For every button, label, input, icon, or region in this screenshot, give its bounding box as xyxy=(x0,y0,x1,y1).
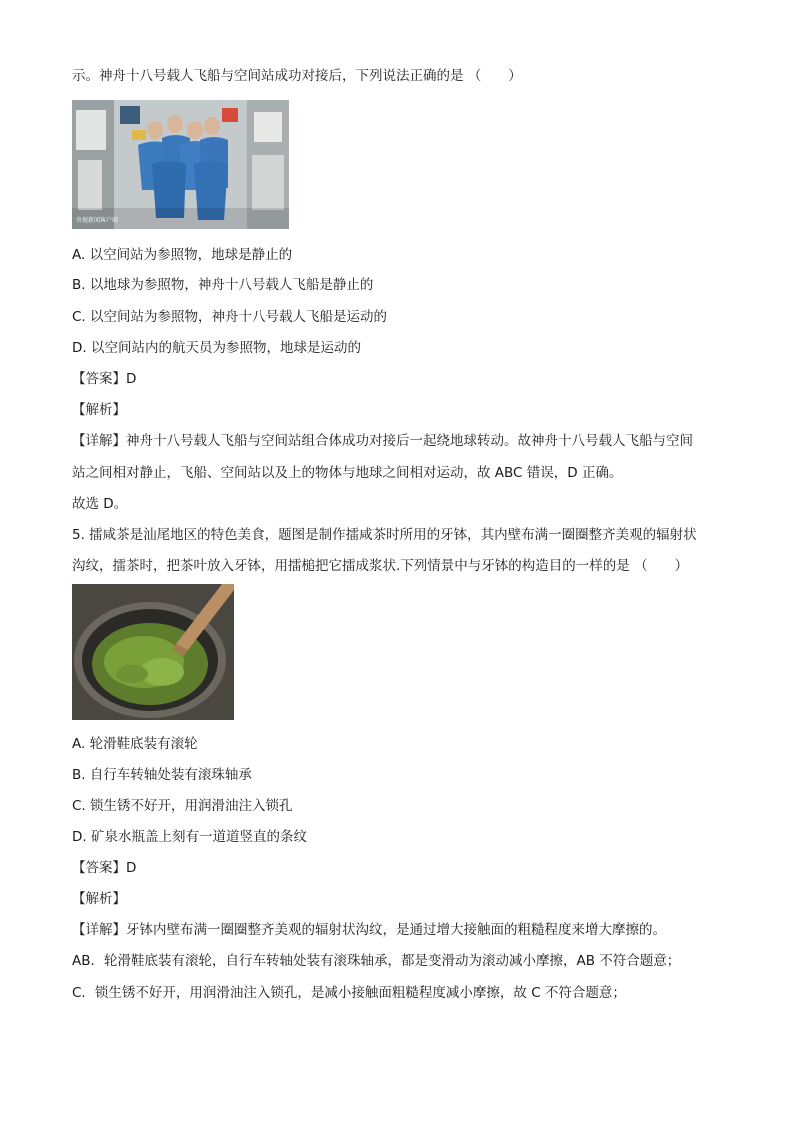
q5-detail-line-3: C．锁生锈不好开，用润滑油注入锁孔，是减小接触面粗糙程度减小摩擦，故 C 不符合题意； xyxy=(72,985,626,1001)
q5-analysis-heading: 【解析】 xyxy=(72,891,126,907)
astronauts-photo xyxy=(72,100,289,229)
q5-detail-line-2: AB．轮滑鞋底装有滚轮，自行车转轴处装有滚珠轴承，都是变滑动为滚动减小摩擦，AB 不符合题意； xyxy=(72,953,681,969)
question-4-stem: 示。神舟十八号载人飞船与空间站成功对接后，下列说法正确的是 （ ） xyxy=(72,68,522,84)
q5-option-d: D. 矿泉水瓶盖上刻有一道道竖直的条纹 xyxy=(72,829,307,845)
q4-option-a: A. 以空间站为参照物，地球是静止的 xyxy=(72,247,293,263)
q5-answer: 【答案】D xyxy=(72,860,137,876)
q4-analysis-heading: 【解析】 xyxy=(72,402,126,418)
photo-caption: 央视新闻客户端 xyxy=(76,217,119,224)
question-5-stem-line-1: 5. 擂咸茶是汕尾地区的特色美食，题图是制作擂咸茶时所用的牙钵，其内壁布满一圈圈整齐美观的辐射状 xyxy=(72,527,697,543)
q5-detail-line-1: 【详解】牙钵内壁布满一圈圈整齐美观的辐射状沟纹，是通过增大接触面的粗糙程度来增大摩擦的。 xyxy=(72,922,666,938)
q4-option-b: B. 以地球为参照物，神舟十八号载人飞船是静止的 xyxy=(72,277,374,293)
q4-answer: 【答案】D xyxy=(72,371,137,387)
q5-option-c: C. 锁生锈不好开，用润滑油注入锁孔 xyxy=(72,798,293,814)
q4-detail-line-1: 【详解】神舟十八号载人飞船与空间站组合体成功对接后一起绕地球转动。故神舟十八号载人飞船与空间 xyxy=(72,433,693,449)
q4-option-c: C. 以空间站为参照物，神舟十八号载人飞船是运动的 xyxy=(72,309,388,325)
mortar-bowl-image xyxy=(72,584,234,720)
q4-choice: 故选 D。 xyxy=(72,496,128,512)
mortar-bowl-photo xyxy=(72,584,234,720)
astronauts-photo-image xyxy=(72,100,289,229)
q5-option-b: B. 自行车转轴处装有滚珠轴承 xyxy=(72,767,252,783)
question-5-stem-line-2: 沟纹，擂茶时，把茶叶放入牙钵，用擂槌把它擂成浆状.下列情景中与牙钵的构造目的一样的是 （ ） xyxy=(72,558,689,574)
q4-option-d: D. 以空间站内的航天员为参照物，地球是运动的 xyxy=(72,340,361,356)
q4-detail-line-2: 站之间相对静止，飞船、空间站以及上的物体与地球之间相对运动，故 ABC 错误，D 正确。 xyxy=(72,465,623,481)
q5-option-a: A. 轮滑鞋底装有滚轮 xyxy=(72,736,198,752)
